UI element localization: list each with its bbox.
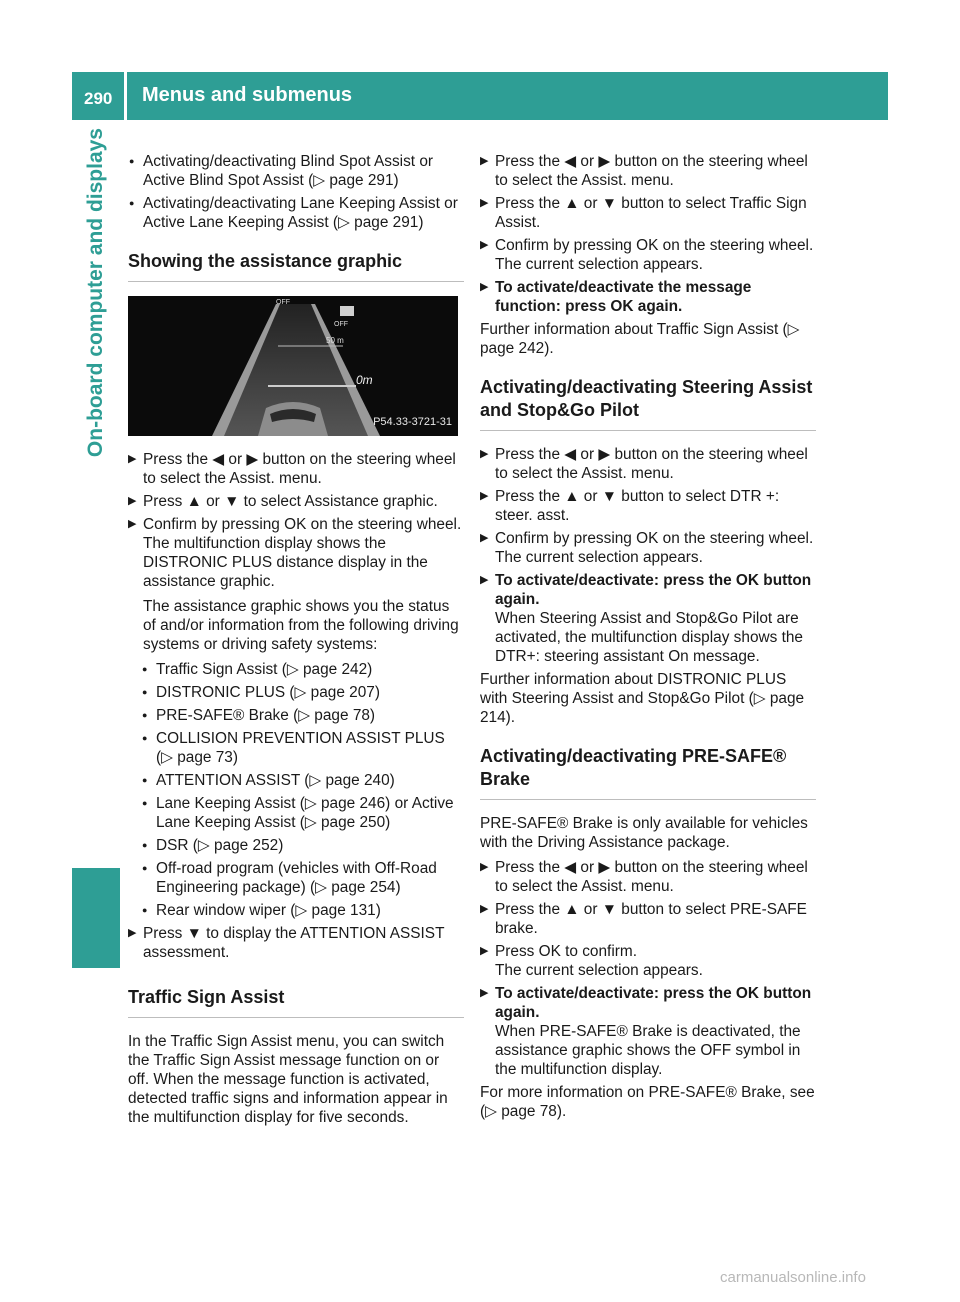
paragraph: In the Traffic Sign Assist menu, you can switch the Traffic Sign Assist message function on or off. When the message function is activated, detected traffic signs and information appear in the multifunction display for five seconds. bbox=[128, 1033, 448, 1126]
distance-label-0: 0m bbox=[356, 373, 373, 387]
step-item: ▶ Press the ▲ or ▼ button to select Traffic Sign Assist. bbox=[480, 194, 816, 232]
sub-list-item: ● ATTENTION ASSIST (▷ page 240) bbox=[128, 771, 464, 790]
step-result: The current selection appears. bbox=[495, 256, 703, 273]
off-label-right: OFF bbox=[334, 321, 348, 328]
step-item: ▶ Press ▲ or ▼ to select Assistance graphic. bbox=[128, 492, 464, 511]
step-result: When PRE-SAFE® Brake is deactivated, the assistance graphic shows the OFF symbol in the multifunction display. bbox=[495, 1023, 801, 1078]
sub-list-item: ● DSR (▷ page 252) bbox=[128, 836, 464, 855]
figure-reference: P54.33-3721-31 bbox=[373, 416, 452, 428]
step-text: Press OK to confirm. bbox=[495, 943, 637, 960]
left-column bbox=[128, 152, 464, 1133]
step-result: The current selection appears. bbox=[495, 549, 703, 566]
sub-list-item: ● Lane Keeping Assist (▷ page 246) or Active Lane Keeping Assist (▷ page 250) bbox=[128, 794, 464, 832]
step-item: ▶ To activate/deactivate the message function: press OK again. bbox=[480, 278, 816, 316]
list-item: ● Activating/deactivating Lane Keeping Assist or Active Lane Keeping Assist (▷ page 291) bbox=[128, 194, 464, 232]
header-divider bbox=[124, 72, 127, 120]
distance-label-50: 50 m bbox=[326, 336, 344, 345]
heading-steering-assist: Activating/deactivating Steering Assist and Stop&Go Pilot bbox=[480, 376, 816, 431]
sub-list-item: ● Rear window wiper (▷ page 131) bbox=[128, 901, 464, 920]
step-item: ▶ Press the ▲ or ▼ button to select PRE-SAFE brake. bbox=[480, 900, 816, 938]
step-text: Confirm by pressing OK on the steering wheel. bbox=[143, 516, 462, 533]
sidebar-chapter-tab bbox=[72, 128, 120, 848]
step-text: To activate/deactivate: press the OK button again. bbox=[495, 985, 812, 1021]
off-label-top: OFF bbox=[276, 299, 290, 306]
sub-list-item: ● COLLISION PREVENTION ASSIST PLUS (▷ page 73) bbox=[128, 729, 464, 767]
step-result: The current selection appears. bbox=[495, 962, 703, 979]
step-note: The assistance graphic shows you the status of and/or information from the following driving systems or driving safety systems: bbox=[143, 598, 459, 653]
step-item bbox=[480, 236, 816, 274]
step-item bbox=[128, 515, 464, 654]
heading-pre-safe-brake: Activating/deactivating PRE-SAFE® Brake bbox=[480, 745, 816, 800]
paragraph: PRE-SAFE® Brake is only available for vehicles with the Driving Assistance package. bbox=[480, 815, 808, 851]
assistance-graphic-figure bbox=[128, 296, 458, 436]
chapter-title: On-board computer and displays bbox=[84, 128, 107, 458]
cup-icon bbox=[340, 306, 354, 316]
paragraph: For more information on PRE-SAFE® Brake, see (▷ page 78). bbox=[480, 1084, 815, 1120]
heading-traffic-sign-assist: Traffic Sign Assist bbox=[128, 986, 464, 1018]
page-number: 290 bbox=[84, 89, 113, 108]
watermark: carmanualsonline.info bbox=[720, 1269, 866, 1286]
step-item: ▶ Press ▼ to display the ATTENTION ASSIST assessment. bbox=[128, 924, 464, 962]
step-text: Confirm by pressing OK on the steering wheel. bbox=[495, 530, 814, 547]
sub-list-item: ● Traffic Sign Assist (▷ page 242) bbox=[128, 660, 464, 679]
step-item: ▶ Press the ◀ or ▶ button on the steering wheel to select the Assist. menu. bbox=[128, 450, 464, 488]
sub-list-item: ● Off-road program (vehicles with Off-Road Engineering package) (▷ page 254) bbox=[128, 859, 464, 897]
step-item: ▶ Press the ◀ or ▶ button on the steering wheel to select the Assist. menu. bbox=[480, 858, 816, 896]
list-item: ● Activating/deactivating Blind Spot Assist or Active Blind Spot Assist (▷ page 291) bbox=[128, 152, 464, 190]
step-result: When Steering Assist and Stop&Go Pilot are activated, the multifunction display shows the DTR+: steering assistant On message. bbox=[495, 610, 803, 665]
step-item: ▶ Press the ▲ or ▼ button to select DTR +: steer. asst. bbox=[480, 487, 816, 525]
right-column bbox=[480, 152, 816, 1127]
step-text: To activate/deactivate: press the OK button again. bbox=[495, 572, 812, 608]
step-item bbox=[480, 529, 816, 567]
step-item: ▶ Press the ◀ or ▶ button on the steering wheel to select the Assist. menu. bbox=[480, 445, 816, 483]
section-title: Menus and submenus bbox=[142, 84, 353, 106]
chapter-marker bbox=[72, 868, 120, 968]
step-item: ▶ Press the ◀ or ▶ button on the steering wheel to select the Assist. menu. bbox=[480, 152, 816, 190]
step-item bbox=[480, 571, 816, 666]
paragraph: Further information about DISTRONIC PLUS with Steering Assist and Stop&Go Pilot (▷ page 214). bbox=[480, 671, 805, 726]
paragraph: Further information about Traffic Sign Assist (▷ page 242). bbox=[480, 321, 800, 357]
sub-list-item: ● PRE-SAFE® Brake (▷ page 78) bbox=[128, 706, 464, 725]
step-item bbox=[480, 942, 816, 980]
step-result: The multifunction display shows the DISTRONIC PLUS distance display in the assistance graphic. bbox=[143, 535, 428, 590]
step-text: Confirm by pressing OK on the steering wheel. bbox=[495, 237, 814, 254]
page-header bbox=[72, 72, 888, 120]
sub-list-item: ● DISTRONIC PLUS (▷ page 207) bbox=[128, 683, 464, 702]
step-item bbox=[480, 984, 816, 1079]
heading-assistance-graphic: Showing the assistance graphic bbox=[128, 250, 464, 282]
